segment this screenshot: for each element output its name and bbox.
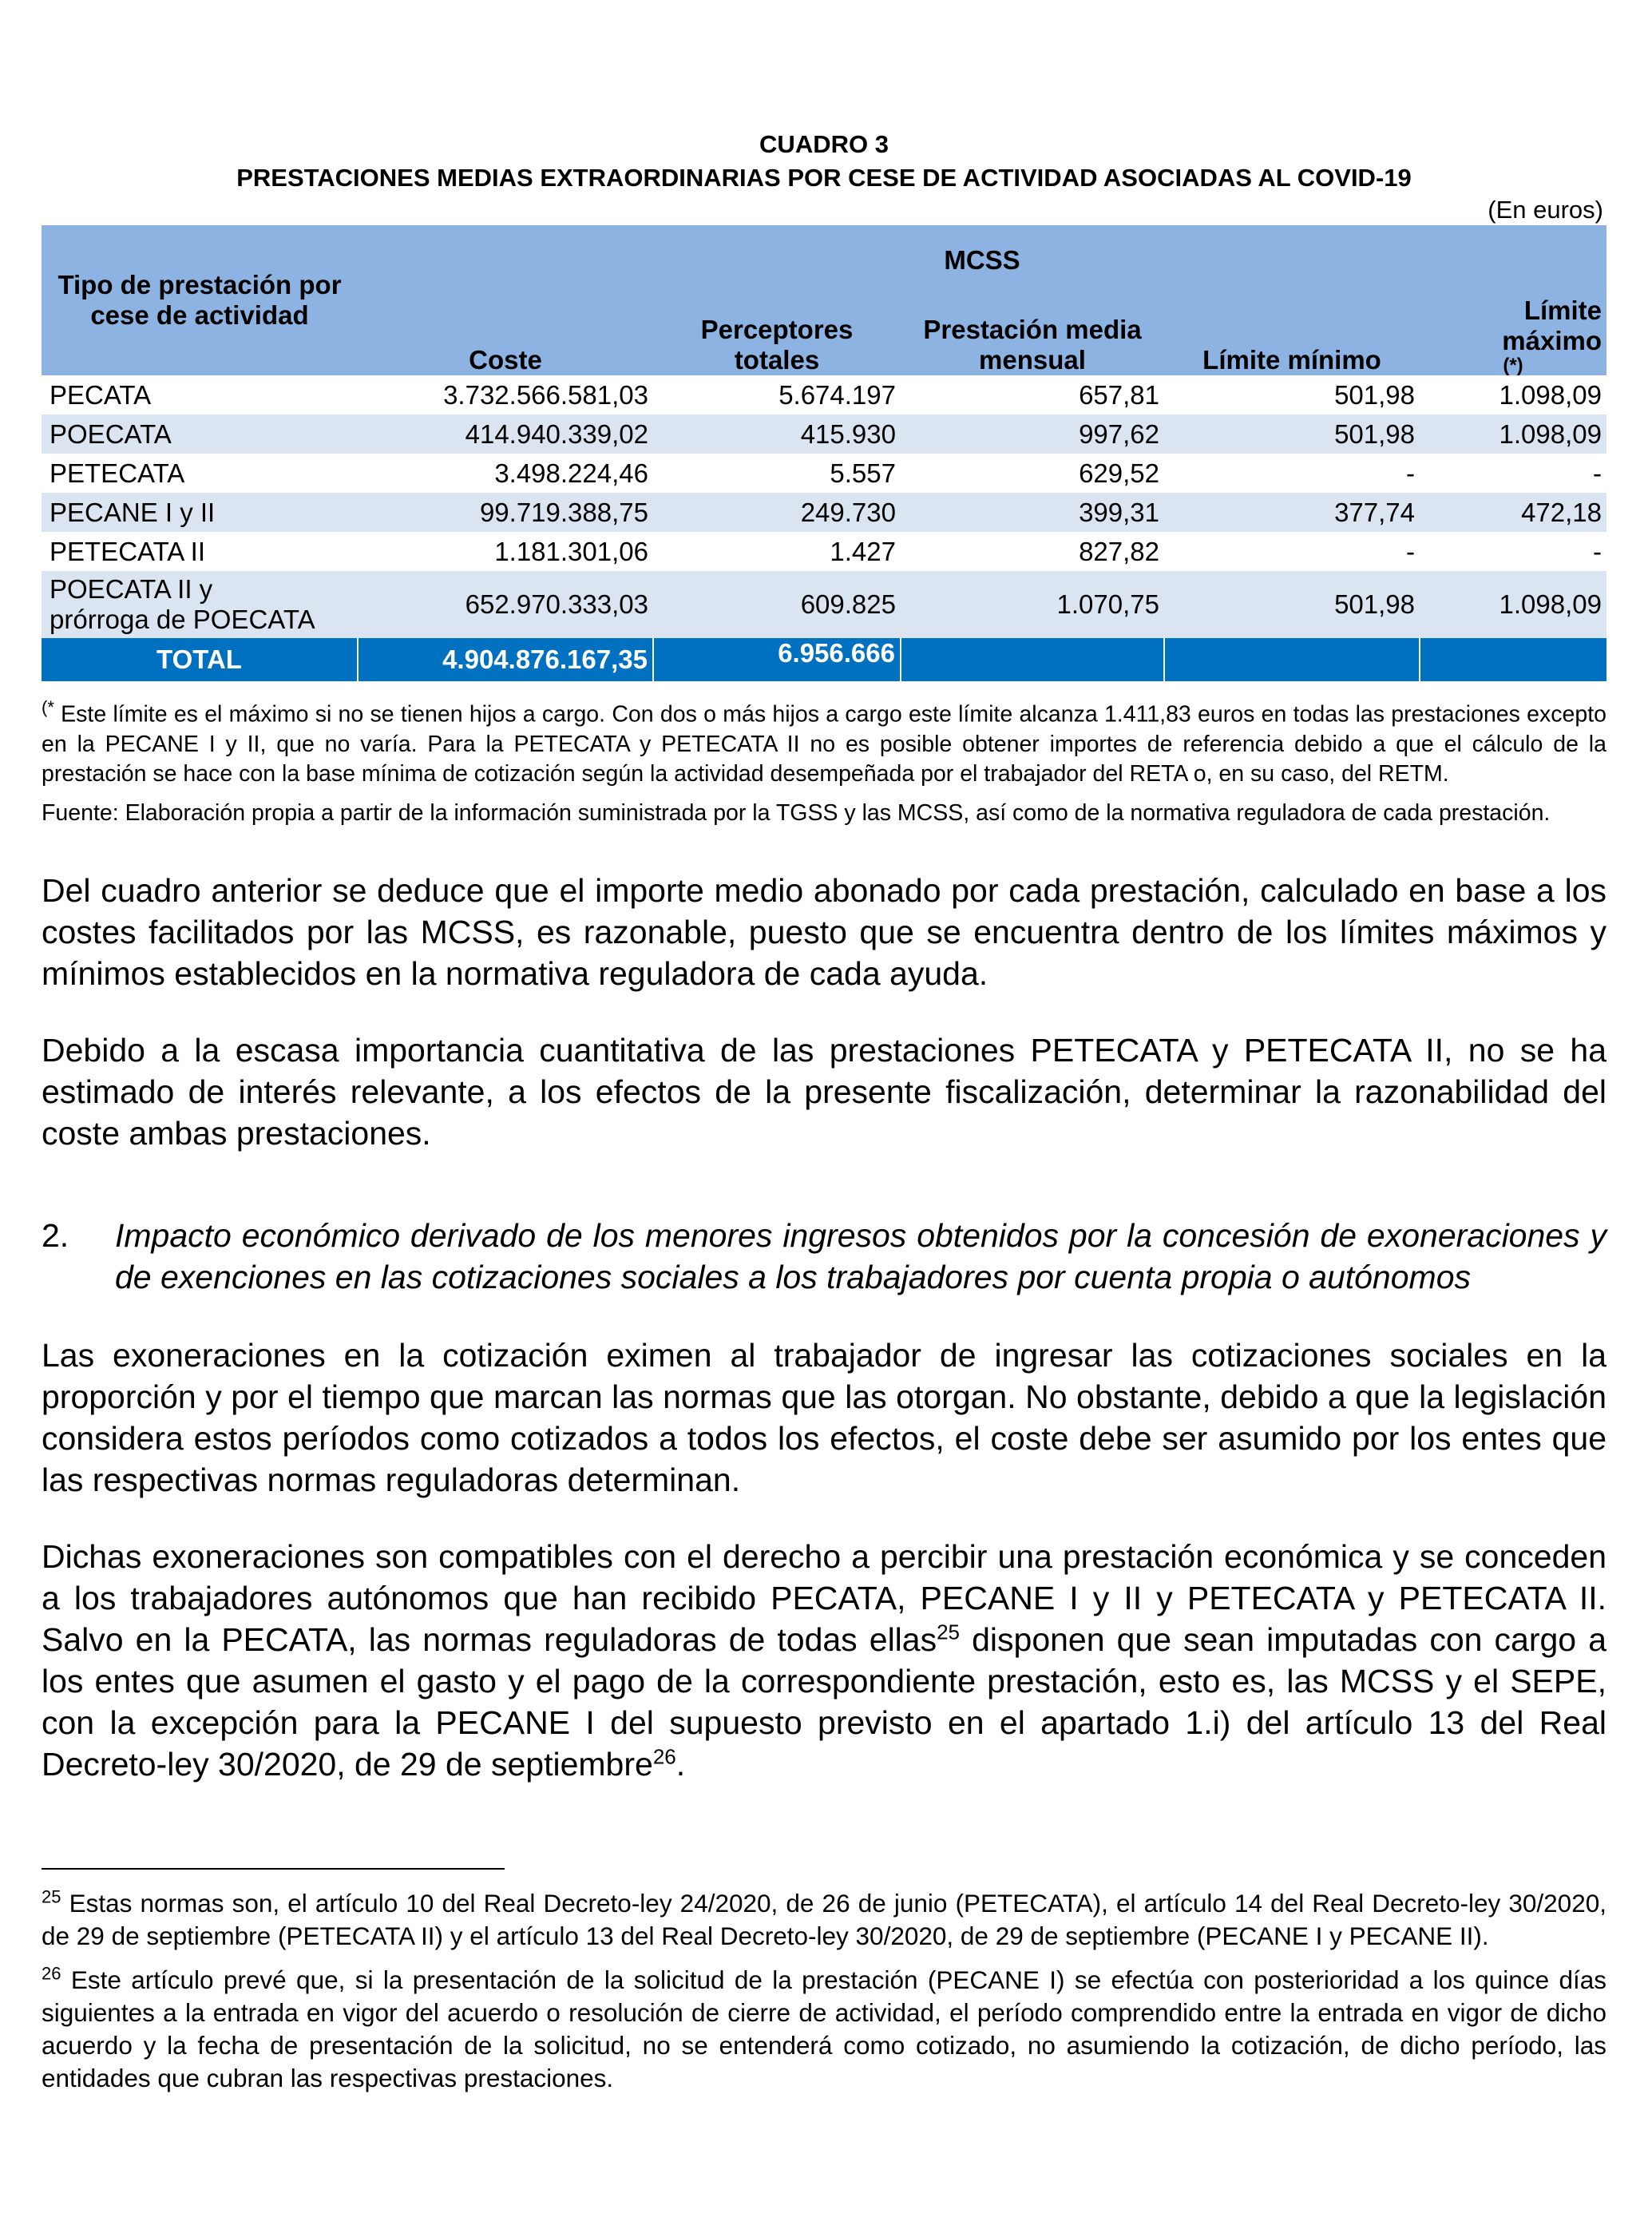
paragraph — [42, 1536, 1606, 1785]
cell-tipo: POECATA — [42, 414, 358, 454]
footnote — [42, 1887, 1606, 1953]
cell-min: 501,98 — [1334, 379, 1415, 410]
cell-coste: 3.498.224,46 — [494, 458, 648, 488]
table-number: CUADRO 3 — [759, 130, 889, 158]
total-row — [42, 638, 1606, 681]
footnote-text: Este artículo prevé que, si la presentación de la solicitud de la prestación (PECANE I) se efectúa con posterioridad a los quince días siguientes a la entrada en vigor del acuerdo o resolución de cierre de actividad, el período comprendido entre la entrada en vigor de dicho acuerdo y la fecha de presentación de la solicitud, no se entenderá como cotizado, no asumiendo la cotización, de dicho período, las entidades que cubran las respectivas prestaciones. — [42, 1965, 1606, 2092]
cell-media: 399,31 — [901, 493, 1164, 532]
cell-tipo: PETECATA — [50, 458, 185, 488]
header-max-label: Límite máximo — [1502, 295, 1602, 355]
cell-media: 1.070,75 — [901, 571, 1164, 638]
total-label: TOTAL — [42, 638, 358, 681]
cell-perceptores: 1.427 — [830, 536, 896, 566]
cell-media: 657,81 — [1079, 379, 1159, 410]
footnote-ref[interactable]: 25 — [937, 1619, 961, 1644]
table-row — [42, 375, 1606, 414]
cell-tipo: PECATA — [50, 379, 152, 410]
header-coste: Coste — [358, 295, 653, 375]
paragraph-text: disponen que sean imputadas con cargo a los entes que asumen el gasto y el pago de la correspondiente prestación, esto es, las MCSS y el SEPE, con la excepción para la PECANE I del supuesto previsto en el apartado 1.i) del artículo 13 del Real Decreto-ley 30/2020, de 29 de septiembre — [42, 1620, 1606, 1783]
footnote-number: 26 — [42, 1963, 61, 1983]
paragraph-text: . — [675, 1745, 686, 1783]
document-page — [42, 128, 1606, 2095]
header-max-mark: (*) — [1503, 355, 1523, 376]
cell-media: 629,52 — [1079, 458, 1159, 488]
total-coste: 4.904.876.167,35 — [358, 638, 653, 681]
cell-max: 1.098,09 — [1420, 414, 1606, 454]
data-table — [42, 225, 1606, 681]
paragraph: Las exoneraciones en la cotización eximen al trabajador de ingresar las cotizaciones sociales en la proporción y por el tiempo que marcan las normas que las otorgan. No obstante, debido a que la legislación considera estos períodos como cotizados a todos los efectos, el coste debe ser asumido por los entes que las respectivas normas reguladoras determinan. — [42, 1336, 1606, 1498]
footnote-number: 25 — [42, 1886, 61, 1906]
cell-min: 501,98 — [1164, 414, 1420, 454]
footnote — [42, 1964, 1606, 2095]
cell-tipo: PECANE I y II — [42, 493, 358, 532]
cell-max: - — [1593, 458, 1602, 488]
cell-tipo — [42, 571, 358, 638]
cell-perceptores: 5.674.197 — [778, 379, 896, 410]
header-mcss: MCSS — [358, 225, 1606, 295]
footnote-ref[interactable]: 26 — [652, 1743, 676, 1768]
cell-media: 997,62 — [901, 414, 1164, 454]
cell-coste: 1.181.301,06 — [494, 536, 648, 566]
cell-coste: 3.732.566.581,03 — [443, 379, 648, 410]
table-source: Fuente: Elaboración propia a partir de la información suministrada por la TGSS y las MCSS, así como de la normativa reguladora de cada prestación. — [42, 799, 1551, 826]
cell-perceptores: 5.557 — [830, 458, 896, 488]
cell-min: - — [1406, 536, 1415, 566]
note-mark: (* — [42, 697, 54, 717]
table-unit: (En euros) — [1488, 196, 1603, 224]
cell-perceptores: 415.930 — [653, 414, 901, 454]
total-perceptores: 6.956.666 — [653, 638, 901, 681]
header-tipo: Tipo de prestación por cese de actividad — [42, 225, 358, 375]
header-min: Límite mínimo — [1164, 295, 1420, 375]
note-text: Este límite es el máximo si no se tienen hijos a cargo. Con dos o más hijos a cargo este límite alcanza 1.411,83 euros en todas las prestaciones excepto en la PECANE I y II, que no varía. Para la PETECATA y PETECATA II no es posible obtener importes de referencia debido a que el cálculo de la prestación se hace con la base mínima de cotización según la actividad desempeñada por el trabajador del RETA o, en su caso, del RETM. — [42, 701, 1606, 787]
cell-tipo-line2: prórroga de POECATA — [50, 605, 315, 634]
table-row — [42, 493, 1606, 532]
section-title: Impacto económico derivado de los menores ingresos obtenidos por la concesión de exoneraciones y de exenciones en las cotizaciones sociales a los trabajadores por cuenta propia o autónomos — [115, 1216, 1606, 1295]
cell-min: 501,98 — [1164, 571, 1420, 638]
section-number: 2. — [42, 1216, 69, 1254]
cell-max: - — [1593, 536, 1602, 566]
header-media: Prestación media mensual — [901, 295, 1164, 375]
cell-media: 827,82 — [1079, 536, 1159, 566]
cell-tipo: PETECATA II — [50, 536, 205, 566]
paragraph: Del cuadro anterior se deduce que el importe medio abonado por cada prestación, calculado en base a los costes facilitados por las MCSS, es razonable, puesto que se encuentra dentro de los límites máximos y mínimos establecidos en la normativa reguladora de cada ayuda. — [42, 871, 1606, 992]
table-row — [42, 571, 1606, 638]
cell-perceptores: 609.825 — [653, 571, 901, 638]
table-note — [42, 692, 1606, 789]
cell-tipo-line1: POECATA II y — [50, 574, 213, 604]
header-perceptores: Perceptores totales — [653, 295, 901, 375]
header-max — [1420, 295, 1606, 375]
table-row — [42, 532, 1606, 571]
footnote-separator — [42, 1868, 505, 1870]
cell-min: - — [1406, 458, 1415, 488]
cell-max: 1.098,09 — [1499, 379, 1602, 410]
table-row — [42, 454, 1606, 493]
cell-coste: 652.970.333,03 — [358, 571, 653, 638]
cell-max: 472,18 — [1420, 493, 1606, 532]
total-empty — [901, 638, 1164, 681]
cell-perceptores: 249.730 — [653, 493, 901, 532]
cell-coste: 414.940.339,02 — [358, 414, 653, 454]
table-row — [42, 414, 1606, 454]
paragraph-text: Dichas exoneraciones son compatibles con el derecho a percibir una prestación económica y se conceden a los trabajadores autónomos que han recibido PECATA, PECANE I y II y PETECATA y PETECATA II. Salvo en la PECATA, las normas reguladoras de todas ellas — [42, 1537, 1606, 1658]
footnote-text: Estas normas son, el artículo 10 del Real Decreto-ley 24/2020, de 26 de junio (PETECATA), el artículo 14 del Real Decreto-ley 30/2020, de 29 de septiembre (PETECATA II) y el artículo 13 del Real Decreto-ley 30/2020, de 29 de septiembre (PECANE I y PECANE II). — [42, 1888, 1606, 1950]
paragraph: Debido a la escasa importancia cuantitativa de las prestaciones PETECATA y PETECATA II, no se ha estimado de interés relevante, a los efectos de la presente fiscalización, determinar la razonabilidad del coste ambas prestaciones. — [42, 1031, 1606, 1152]
cell-coste: 99.719.388,75 — [358, 493, 653, 532]
cell-max: 1.098,09 — [1420, 571, 1606, 638]
cell-min: 377,74 — [1164, 493, 1420, 532]
total-empty — [1420, 638, 1606, 681]
section-heading — [42, 1215, 1606, 1298]
total-empty — [1164, 638, 1420, 681]
table-title: PRESTACIONES MEDIAS EXTRAORDINARIAS POR CESE DE ACTIVIDAD ASOCIADAS AL COVID-19 — [236, 164, 1412, 192]
